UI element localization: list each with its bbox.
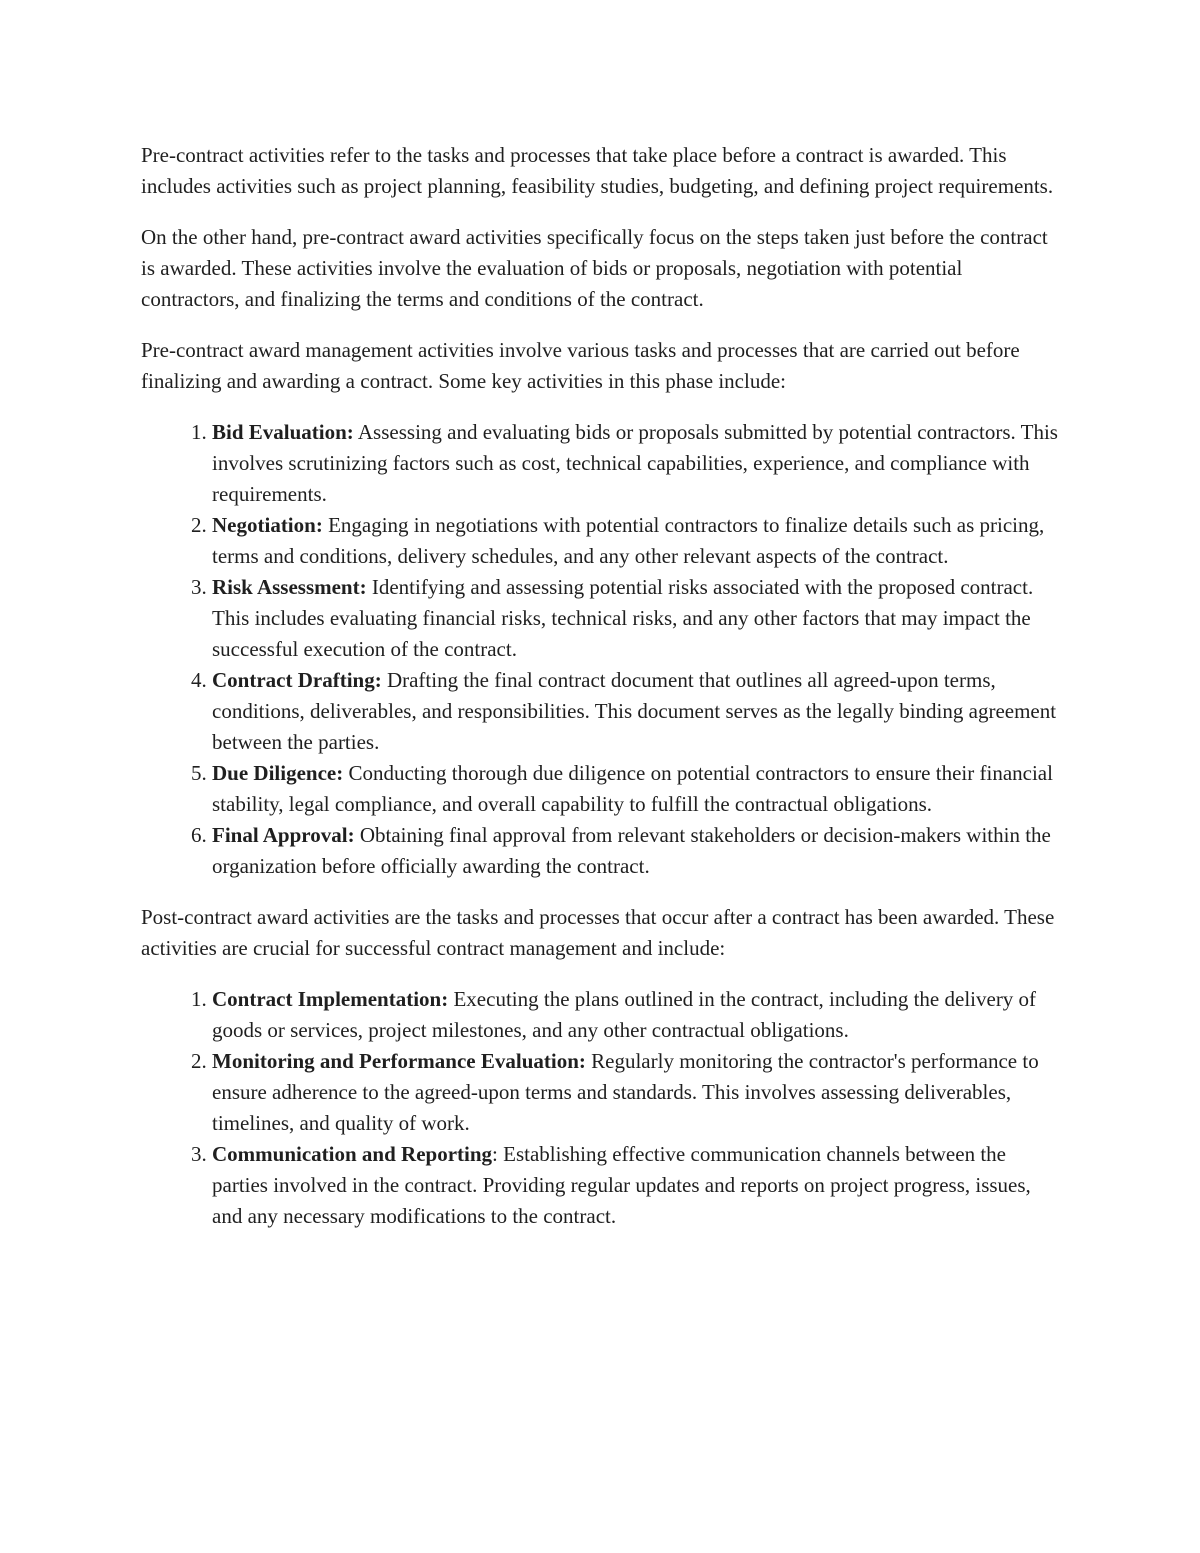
list-item	[212, 417, 1061, 510]
list-item	[212, 1139, 1061, 1232]
list-item-text: Regularly monitoring the contractor's performance to ensure adherence to the agreed-upon terms and standards. This involves assessing deliverables, timelines, and quality of work.	[212, 1049, 1039, 1135]
list-item-term: Contract Implementation:	[212, 987, 449, 1011]
post-award-activities-list	[141, 984, 1061, 1232]
list-item-term: Contract Drafting:	[212, 668, 382, 692]
list-item	[212, 510, 1061, 572]
list-item-text: Drafting the final contract document that outlines all agreed-upon terms, conditions, deliverables, and responsibilities. This document serves as the legally binding agreement between the parties.	[212, 668, 1057, 754]
list-item-text: Obtaining final approval from relevant stakeholders or decision-makers within the organization before officially awarding the contract.	[212, 823, 1051, 878]
list-item-text: Engaging in negotiations with potential contractors to finalize details such as pricing, terms and conditions, delivery schedules, and any other relevant aspects of the contract.	[212, 513, 1045, 568]
list-item	[212, 820, 1061, 882]
list-item-term: Monitoring and Performance Evaluation:	[212, 1049, 586, 1073]
pre-award-management-paragraph: Pre-contract award management activities involve various tasks and processes that are carried out before finalizing and awarding a contract. Some key activities in this phase include:	[141, 338, 1020, 393]
list-item-text: Identifying and assessing potential risks associated with the proposed contract. This includes evaluating financial risks, technical risks, and any other factors that may impact the successful execution of the contract.	[212, 575, 1034, 661]
list-item-text: Executing the plans outlined in the contract, including the delivery of goods or services, project milestones, and any other contractual obligations.	[212, 987, 1037, 1042]
list-item-text: : Establishing effective communication channels between the parties involved in the contract. Providing regular updates and reports on project progress, issues, and any necessary modifications to the contract.	[212, 1142, 1031, 1228]
list-item-text: Assessing and evaluating bids or proposals submitted by potential contractors. This involves scrutinizing factors such as cost, technical capabilities, experience, and compliance with requirements.	[212, 420, 1058, 506]
pre-award-activities-list	[141, 417, 1061, 882]
list-item-term: Final Approval:	[212, 823, 355, 847]
list-item	[212, 572, 1061, 665]
list-item	[212, 1046, 1061, 1139]
list-item	[212, 758, 1061, 820]
post-award-paragraph: Post-contract award activities are the tasks and processes that occur after a contract has been awarded. These activities are crucial for successful contract management and include:	[141, 905, 1055, 960]
list-item-term: Bid Evaluation:	[212, 420, 354, 444]
pre-award-paragraph: On the other hand, pre-contract award activities specifically focus on the steps taken just before the contract is awarded. These activities involve the evaluation of bids or proposals, negotiation with potential contractors, and finalizing the terms and conditions of the contract.	[141, 225, 1048, 311]
intro-paragraph: Pre-contract activities refer to the tasks and processes that take place before a contract is awarded. This includes activities such as project planning, feasibility studies, budgeting, and defining project requirements.	[141, 143, 1054, 198]
list-item-term: Due Diligence:	[212, 761, 344, 785]
list-item-text: Conducting thorough due diligence on potential contractors to ensure their financial stability, legal compliance, and overall capability to fulfill the contractual obligations.	[212, 761, 1053, 816]
document-body	[141, 140, 1061, 1252]
list-item-term: Communication and Reporting	[212, 1142, 493, 1166]
list-item-term: Risk Assessment:	[212, 575, 367, 599]
list-item	[212, 984, 1061, 1046]
list-item-term: Negotiation:	[212, 513, 323, 537]
list-item	[212, 665, 1061, 758]
